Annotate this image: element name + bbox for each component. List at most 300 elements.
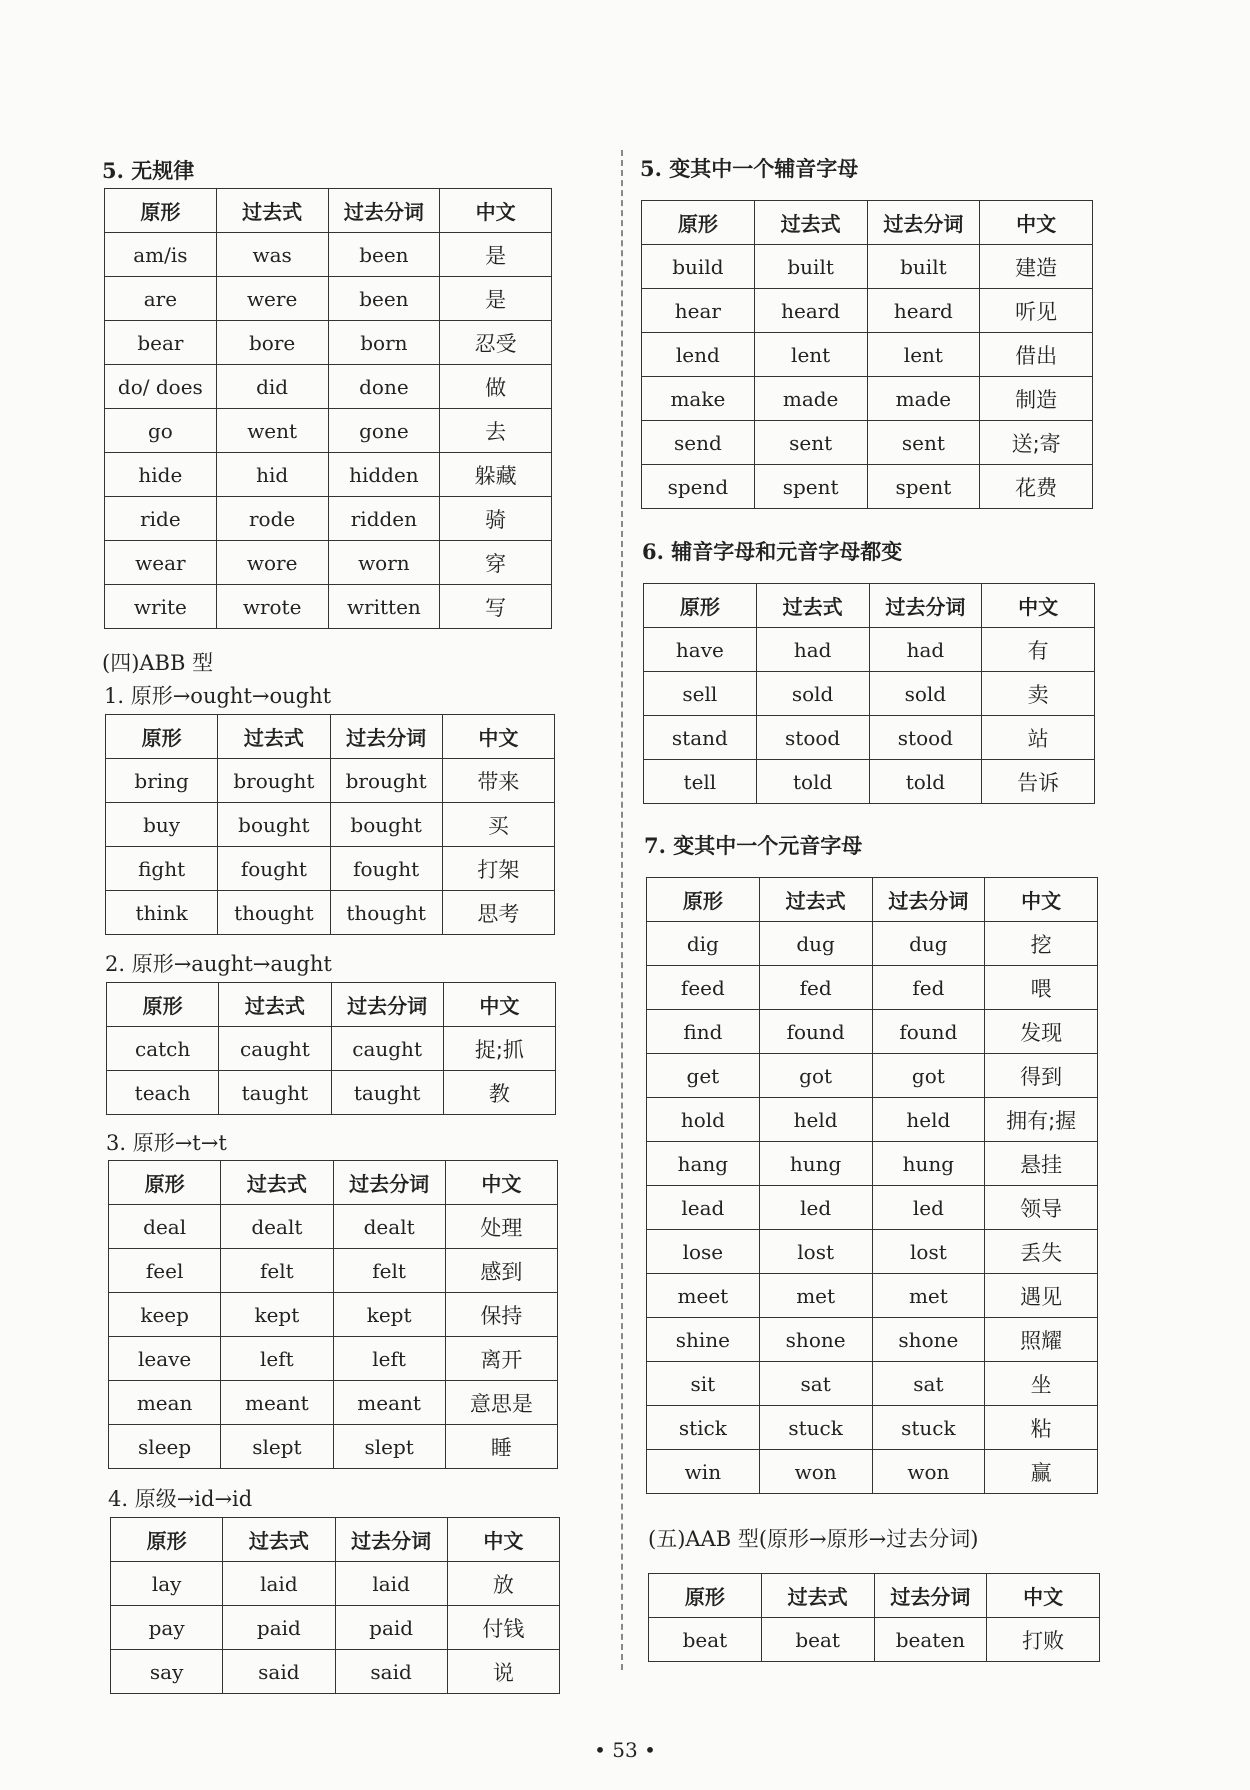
past-tense-cell: shone [759, 1318, 872, 1362]
table-row [647, 1450, 1098, 1494]
table-row [105, 541, 552, 585]
past-participle-cell: dug [872, 922, 985, 966]
column-header: 中文 [443, 983, 555, 1027]
column-header: 过去分词 [872, 878, 985, 922]
table-vowel [646, 877, 1098, 1494]
chinese-meaning-cell: 制造 [980, 377, 1093, 421]
base-form-cell: stick [647, 1406, 760, 1450]
chinese-meaning-cell: 拥有;握 [985, 1098, 1098, 1142]
table-row [644, 760, 1095, 804]
base-form-cell: have [644, 628, 757, 672]
chinese-meaning-cell: 送;寄 [980, 421, 1093, 465]
column-header: 原形 [106, 715, 218, 759]
base-form-cell: build [642, 245, 755, 289]
base-form-cell: think [106, 891, 218, 935]
base-form-cell: make [642, 377, 755, 421]
column-header: 过去分词 [874, 1574, 987, 1618]
column-header: 原形 [105, 189, 217, 233]
past-tense-cell: wore [216, 541, 328, 585]
column-header: 原形 [111, 1518, 223, 1562]
table-row [105, 233, 552, 277]
header-row [106, 715, 555, 759]
column-header: 过去分词 [335, 1518, 447, 1562]
table-row [111, 1606, 560, 1650]
table-row [109, 1205, 558, 1249]
past-participle-cell: meant [333, 1381, 445, 1425]
table-row [647, 1230, 1098, 1274]
table-row [647, 922, 1098, 966]
chinese-meaning-cell: 花费 [980, 465, 1093, 509]
chinese-meaning-cell: 做 [440, 365, 552, 409]
past-tense-cell: dealt [221, 1205, 333, 1249]
base-form-cell: wear [105, 541, 217, 585]
column-header: 过去式 [754, 201, 867, 245]
past-tense-cell: sold [756, 672, 869, 716]
header-row [647, 878, 1098, 922]
chinese-meaning-cell: 买 [442, 803, 554, 847]
base-form-cell: get [647, 1054, 760, 1098]
header-row [111, 1518, 560, 1562]
table-row [642, 289, 1093, 333]
past-participle-cell: hidden [328, 453, 440, 497]
base-form-cell: are [105, 277, 217, 321]
past-participle-cell: hung [872, 1142, 985, 1186]
table-row [105, 497, 552, 541]
column-header: 中文 [982, 584, 1095, 628]
past-tense-cell: sat [759, 1362, 872, 1406]
base-form-cell: hide [105, 453, 217, 497]
past-tense-cell: thought [218, 891, 330, 935]
past-tense-cell: kept [221, 1293, 333, 1337]
base-form-cell: lay [111, 1562, 223, 1606]
base-form-cell: find [647, 1010, 760, 1054]
base-form-cell: send [642, 421, 755, 465]
past-tense-cell: lent [754, 333, 867, 377]
base-form-cell: meet [647, 1274, 760, 1318]
chinese-meaning-cell: 坐 [985, 1362, 1098, 1406]
past-participle-cell: lent [867, 333, 980, 377]
table-id-form [110, 1517, 560, 1694]
base-form-cell: dig [647, 922, 760, 966]
chinese-meaning-cell: 粘 [985, 1406, 1098, 1450]
column-header: 过去分词 [869, 584, 982, 628]
past-tense-cell: hid [216, 453, 328, 497]
heading-aught: 2. 原形→aught→aught [105, 952, 332, 976]
table-row [644, 628, 1095, 672]
past-tense-cell: stuck [759, 1406, 872, 1450]
base-form-cell: sit [647, 1362, 760, 1406]
chinese-meaning-cell: 建造 [980, 245, 1093, 289]
table-row [111, 1650, 560, 1694]
base-form-cell: go [105, 409, 217, 453]
chinese-meaning-cell: 说 [447, 1650, 559, 1694]
base-form-cell: say [111, 1650, 223, 1694]
table-row [642, 333, 1093, 377]
chinese-meaning-cell: 保持 [445, 1293, 557, 1337]
base-form-cell: feed [647, 966, 760, 1010]
table-row [642, 377, 1093, 421]
past-participle-cell: worn [328, 541, 440, 585]
base-form-cell: catch [107, 1027, 219, 1071]
column-header: 中文 [447, 1518, 559, 1562]
header-row [642, 201, 1093, 245]
column-header: 原形 [649, 1574, 762, 1618]
table-row [642, 245, 1093, 289]
header-row [644, 584, 1095, 628]
base-form-cell: deal [109, 1205, 221, 1249]
past-participle-cell: stood [869, 716, 982, 760]
header-row [649, 1574, 1100, 1618]
column-header: 过去式 [759, 878, 872, 922]
past-tense-cell: won [759, 1450, 872, 1494]
heading-id-form: 4. 原级→id→id [108, 1487, 253, 1511]
column-divider [621, 150, 623, 1670]
past-tense-cell: left [221, 1337, 333, 1381]
past-participle-cell: paid [335, 1606, 447, 1650]
header-row [109, 1161, 558, 1205]
table-row [647, 1142, 1098, 1186]
base-form-cell: mean [109, 1381, 221, 1425]
past-participle-cell: kept [333, 1293, 445, 1337]
base-form-cell: beat [649, 1618, 762, 1662]
base-form-cell: do/ does [105, 365, 217, 409]
column-header: 原形 [642, 201, 755, 245]
column-header: 过去式 [218, 715, 330, 759]
past-participle-cell: had [869, 628, 982, 672]
past-tense-cell: held [759, 1098, 872, 1142]
past-participle-cell: sat [872, 1362, 985, 1406]
past-participle-cell: fed [872, 966, 985, 1010]
table-row [649, 1618, 1100, 1662]
past-participle-cell: born [328, 321, 440, 365]
header-row [105, 189, 552, 233]
past-participle-cell: lost [872, 1230, 985, 1274]
past-tense-cell: spent [754, 465, 867, 509]
chinese-meaning-cell: 得到 [985, 1054, 1098, 1098]
chinese-meaning-cell: 意思是 [445, 1381, 557, 1425]
chinese-meaning-cell: 去 [440, 409, 552, 453]
chinese-meaning-cell: 付钱 [447, 1606, 559, 1650]
past-participle-cell: made [867, 377, 980, 421]
base-form-cell: pay [111, 1606, 223, 1650]
past-tense-cell: taught [219, 1071, 331, 1115]
base-form-cell: ride [105, 497, 217, 541]
past-participle-cell: felt [333, 1249, 445, 1293]
past-participle-cell: ridden [328, 497, 440, 541]
chinese-meaning-cell: 悬挂 [985, 1142, 1098, 1186]
chinese-meaning-cell: 站 [982, 716, 1095, 760]
past-participle-cell: fought [330, 847, 442, 891]
past-participle-cell: said [335, 1650, 447, 1694]
table-aab [648, 1573, 1100, 1662]
base-form-cell: feel [109, 1249, 221, 1293]
table-row [109, 1425, 558, 1469]
heading-ought: 1. 原形→ought→ought [104, 684, 332, 708]
past-tense-cell: heard [754, 289, 867, 333]
column-header: 过去式 [216, 189, 328, 233]
past-participle-cell: been [328, 233, 440, 277]
past-participle-cell: been [328, 277, 440, 321]
past-tense-cell: sent [754, 421, 867, 465]
table-row [107, 1027, 556, 1071]
column-header: 原形 [644, 584, 757, 628]
past-tense-cell: meant [221, 1381, 333, 1425]
past-participle-cell: left [333, 1337, 445, 1381]
chinese-meaning-cell: 发现 [985, 1010, 1098, 1054]
chinese-meaning-cell: 感到 [445, 1249, 557, 1293]
column-header: 过去分词 [333, 1161, 445, 1205]
past-tense-cell: made [754, 377, 867, 421]
chinese-meaning-cell: 遇见 [985, 1274, 1098, 1318]
past-participle-cell: bought [330, 803, 442, 847]
table-ought [105, 714, 555, 935]
past-participle-cell: won [872, 1450, 985, 1494]
column-header: 过去式 [761, 1574, 874, 1618]
table-row [106, 847, 555, 891]
table-row [647, 1054, 1098, 1098]
past-tense-cell: were [216, 277, 328, 321]
past-tense-cell: had [756, 628, 869, 672]
past-tense-cell: said [223, 1650, 335, 1694]
heading-consonant: 5. 变其中一个辅音字母 [640, 156, 859, 181]
table-row [105, 585, 552, 629]
base-form-cell: bring [106, 759, 218, 803]
table-row [647, 1318, 1098, 1362]
chinese-meaning-cell: 睡 [445, 1425, 557, 1469]
past-tense-cell: went [216, 409, 328, 453]
past-participle-cell: heard [867, 289, 980, 333]
table-consonant [641, 200, 1093, 509]
column-header: 过去分词 [330, 715, 442, 759]
chinese-meaning-cell: 写 [440, 585, 552, 629]
base-form-cell: fight [106, 847, 218, 891]
column-header: 过去分词 [867, 201, 980, 245]
base-form-cell: buy [106, 803, 218, 847]
column-header: 过去分词 [331, 983, 443, 1027]
chinese-meaning-cell: 忍受 [440, 321, 552, 365]
past-tense-cell: bore [216, 321, 328, 365]
base-form-cell: sleep [109, 1425, 221, 1469]
chinese-meaning-cell: 是 [440, 277, 552, 321]
table-aught [106, 982, 556, 1115]
past-tense-cell: paid [223, 1606, 335, 1650]
chinese-meaning-cell: 喂 [985, 966, 1098, 1010]
past-tense-cell: hung [759, 1142, 872, 1186]
table-irregular [104, 188, 552, 629]
past-tense-cell: wrote [216, 585, 328, 629]
chinese-meaning-cell: 领导 [985, 1186, 1098, 1230]
chinese-meaning-cell: 离开 [445, 1337, 557, 1381]
base-form-cell: keep [109, 1293, 221, 1337]
table-row [647, 1010, 1098, 1054]
chinese-meaning-cell: 打败 [987, 1618, 1100, 1662]
past-participle-cell: laid [335, 1562, 447, 1606]
past-tense-cell: laid [223, 1562, 335, 1606]
base-form-cell: write [105, 585, 217, 629]
past-participle-cell: caught [331, 1027, 443, 1071]
column-header: 过去分词 [328, 189, 440, 233]
heading-vowel: 7. 变其中一个元音字母 [644, 833, 863, 858]
past-tense-cell: brought [218, 759, 330, 803]
column-header: 原形 [107, 983, 219, 1027]
base-form-cell: spend [642, 465, 755, 509]
table-row [106, 759, 555, 803]
table-row [109, 1249, 558, 1293]
column-header: 过去式 [219, 983, 331, 1027]
table-row [106, 803, 555, 847]
chinese-meaning-cell: 赢 [985, 1450, 1098, 1494]
chinese-meaning-cell: 教 [443, 1071, 555, 1115]
table-row [105, 453, 552, 497]
chinese-meaning-cell: 借出 [980, 333, 1093, 377]
base-form-cell: shine [647, 1318, 760, 1362]
chinese-meaning-cell: 告诉 [982, 760, 1095, 804]
past-participle-cell: led [872, 1186, 985, 1230]
past-participle-cell: held [872, 1098, 985, 1142]
past-tense-cell: lost [759, 1230, 872, 1274]
table-row [644, 716, 1095, 760]
column-header: 原形 [109, 1161, 221, 1205]
past-tense-cell: got [759, 1054, 872, 1098]
table-row [111, 1562, 560, 1606]
base-form-cell: lose [647, 1230, 760, 1274]
past-participle-cell: stuck [872, 1406, 985, 1450]
column-header: 中文 [980, 201, 1093, 245]
past-participle-cell: slept [333, 1425, 445, 1469]
past-tense-cell: did [216, 365, 328, 409]
past-tense-cell: rode [216, 497, 328, 541]
chinese-meaning-cell: 带来 [442, 759, 554, 803]
column-header: 过去式 [221, 1161, 333, 1205]
past-participle-cell: taught [331, 1071, 443, 1115]
past-tense-cell: bought [218, 803, 330, 847]
table-row [107, 1071, 556, 1115]
table-row [644, 672, 1095, 716]
chinese-meaning-cell: 思考 [442, 891, 554, 935]
past-tense-cell: was [216, 233, 328, 277]
past-participle-cell: dealt [333, 1205, 445, 1249]
heading-aab: (五)AAB 型(原形→原形→过去分词) [648, 1527, 979, 1551]
chinese-meaning-cell: 捉;抓 [443, 1027, 555, 1071]
past-tense-cell: stood [756, 716, 869, 760]
base-form-cell: hear [642, 289, 755, 333]
column-header: 中文 [985, 878, 1098, 922]
chinese-meaning-cell: 放 [447, 1562, 559, 1606]
table-row [105, 365, 552, 409]
chinese-meaning-cell: 处理 [445, 1205, 557, 1249]
table-row [647, 1406, 1098, 1450]
heading-irregular: 5. 无规律 [102, 158, 195, 183]
base-form-cell: leave [109, 1337, 221, 1381]
base-form-cell: am/is [105, 233, 217, 277]
past-tense-cell: beat [761, 1618, 874, 1662]
base-form-cell: lead [647, 1186, 760, 1230]
past-tense-cell: met [759, 1274, 872, 1318]
past-participle-cell: shone [872, 1318, 985, 1362]
table-t-form [108, 1160, 558, 1469]
table-row [647, 1362, 1098, 1406]
column-header: 中文 [445, 1161, 557, 1205]
past-tense-cell: fed [759, 966, 872, 1010]
past-participle-cell: found [872, 1010, 985, 1054]
table-row [642, 465, 1093, 509]
column-header: 过去式 [756, 584, 869, 628]
table-row [105, 321, 552, 365]
past-participle-cell: beaten [874, 1618, 987, 1662]
chinese-meaning-cell: 照耀 [985, 1318, 1098, 1362]
past-participle-cell: got [872, 1054, 985, 1098]
table-row [647, 1274, 1098, 1318]
table-row [647, 1186, 1098, 1230]
header-row [107, 983, 556, 1027]
base-form-cell: hang [647, 1142, 760, 1186]
chinese-meaning-cell: 是 [440, 233, 552, 277]
chinese-meaning-cell: 挖 [985, 922, 1098, 966]
past-tense-cell: found [759, 1010, 872, 1054]
past-participle-cell: spent [867, 465, 980, 509]
base-form-cell: teach [107, 1071, 219, 1115]
past-tense-cell: felt [221, 1249, 333, 1293]
past-participle-cell: built [867, 245, 980, 289]
past-tense-cell: slept [221, 1425, 333, 1469]
heading-abb: (四)ABB 型 [102, 651, 214, 675]
base-form-cell: sell [644, 672, 757, 716]
chinese-meaning-cell: 有 [982, 628, 1095, 672]
heading-both: 6. 辅音字母和元音字母都变 [642, 539, 903, 564]
chinese-meaning-cell: 穿 [440, 541, 552, 585]
column-header: 中文 [440, 189, 552, 233]
table-row [647, 1098, 1098, 1142]
column-header: 中文 [442, 715, 554, 759]
chinese-meaning-cell: 打架 [442, 847, 554, 891]
chinese-meaning-cell: 骑 [440, 497, 552, 541]
table-row [106, 891, 555, 935]
column-header: 中文 [987, 1574, 1100, 1618]
heading-t-form: 3. 原形→t→t [106, 1131, 227, 1155]
past-tense-cell: fought [218, 847, 330, 891]
past-participle-cell: sold [869, 672, 982, 716]
chinese-meaning-cell: 卖 [982, 672, 1095, 716]
base-form-cell: hold [647, 1098, 760, 1142]
base-form-cell: bear [105, 321, 217, 365]
past-tense-cell: led [759, 1186, 872, 1230]
past-participle-cell: written [328, 585, 440, 629]
table-row [109, 1381, 558, 1425]
past-participle-cell: told [869, 760, 982, 804]
past-tense-cell: built [754, 245, 867, 289]
table-row [647, 966, 1098, 1010]
column-header: 过去式 [223, 1518, 335, 1562]
past-participle-cell: thought [330, 891, 442, 935]
column-header: 原形 [647, 878, 760, 922]
past-participle-cell: gone [328, 409, 440, 453]
past-participle-cell: sent [867, 421, 980, 465]
past-participle-cell: met [872, 1274, 985, 1318]
table-row [105, 277, 552, 321]
table-row [642, 421, 1093, 465]
base-form-cell: lend [642, 333, 755, 377]
base-form-cell: win [647, 1450, 760, 1494]
chinese-meaning-cell: 躲藏 [440, 453, 552, 497]
chinese-meaning-cell: 丢失 [985, 1230, 1098, 1274]
base-form-cell: tell [644, 760, 757, 804]
table-row [109, 1337, 558, 1381]
chinese-meaning-cell: 听见 [980, 289, 1093, 333]
past-tense-cell: dug [759, 922, 872, 966]
past-participle-cell: brought [330, 759, 442, 803]
base-form-cell: stand [644, 716, 757, 760]
table-both [643, 583, 1095, 804]
